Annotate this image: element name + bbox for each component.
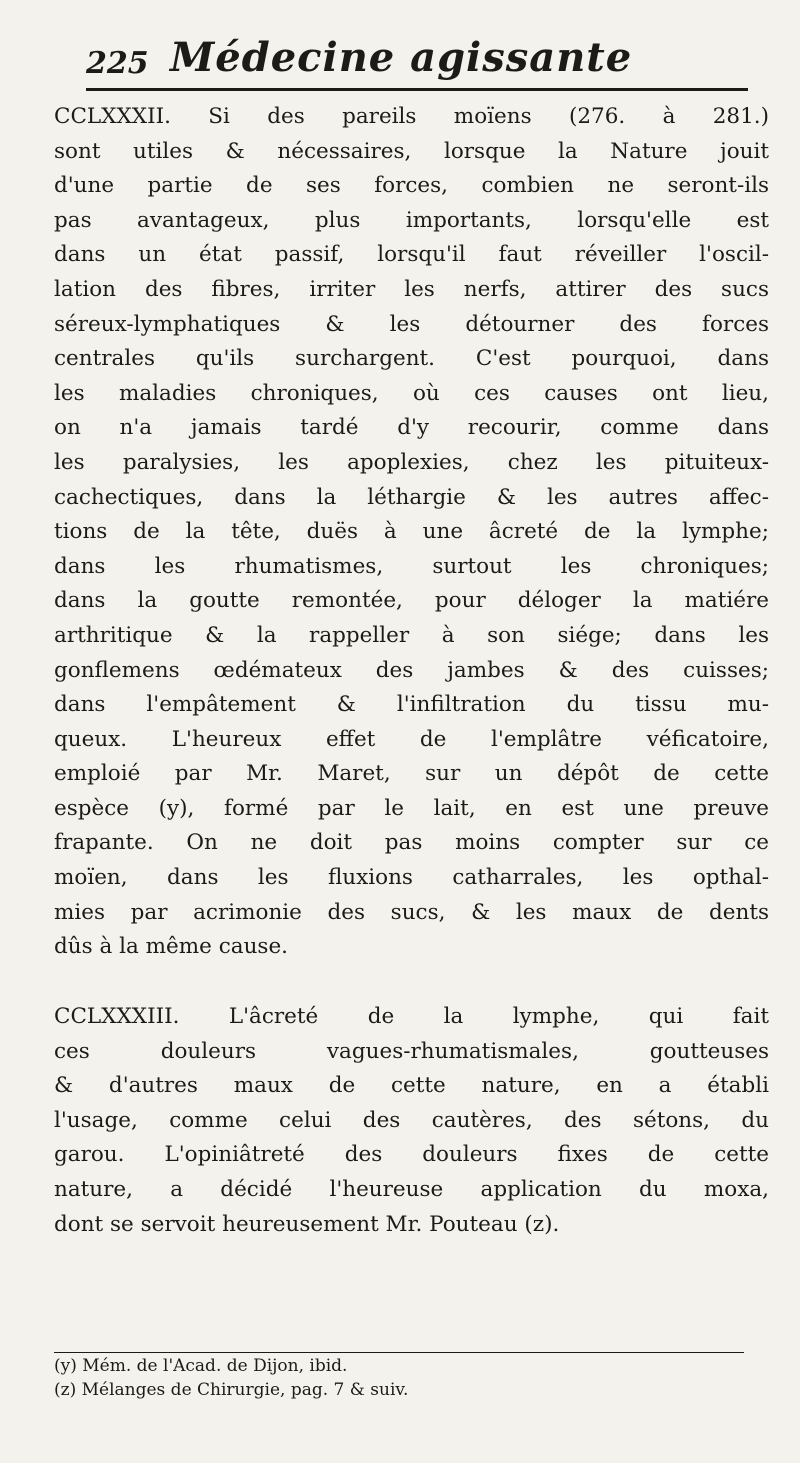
text-line: emploié par Mr. Maret, sur un dépôt de cette	[54, 761, 769, 787]
text-line: d'une partie de ses forces, combien ne seront-ils	[54, 173, 769, 199]
text-line: moïen, dans les fluxions catharrales, les opthal-	[54, 865, 769, 891]
text-line: queux. L'heureux effet de l'emplâtre véficatoire,	[54, 726, 769, 752]
text-line: garou. L'opiniâtreté des douleurs fixes de cette	[54, 1142, 769, 1168]
text-line: CCLXXXII. Si des pareils moïens (276. à 281.)	[54, 104, 769, 129]
text-line: arthritique & la rappeller à son siége; dans les	[54, 622, 769, 648]
text-line: l'usage, comme celui des cautères, des sétons, du	[54, 1107, 769, 1133]
page-number: 225	[86, 46, 149, 81]
footnote-y: (y) Mém. de l'Acad. de Dijon, ibid.	[54, 1356, 348, 1376]
text-line: les paralysies, les apoplexies, chez les pituiteux-	[54, 449, 769, 475]
text-line: dont se servoit heureusement Mr. Pouteau (z).	[54, 1211, 560, 1237]
text-line: lation des fibres, irriter les nerfs, attirer des sucs	[54, 276, 769, 302]
text-line: frapante. On ne doit pas moins compter sur ce	[54, 830, 769, 856]
text-line: sont utiles & nécessaires, lorsque la Nature jouit	[54, 138, 769, 164]
text-line: cachectiques, dans la léthargie & les autres affec-	[54, 484, 769, 510]
paragraph-cclxxxiii	[54, 1000, 769, 1242]
text-line: centrales qu'ils surchargent. C'est pourquoi, dans	[54, 346, 769, 372]
footnotes	[54, 1354, 769, 1402]
footnote-rule	[54, 1352, 744, 1353]
text-line: dans la goutte remontée, pour déloger la matiére	[54, 588, 769, 614]
text-line: CCLXXXIII. L'âcreté de la lymphe, qui fait	[54, 1004, 769, 1029]
text-line: & d'autres maux de cette nature, en a établi	[54, 1073, 769, 1099]
page-header	[86, 34, 746, 84]
text-line: mies par acrimonie des sucs, & les maux de dents	[54, 899, 769, 925]
text-line: pas avantageux, plus importants, lorsqu'elle est	[54, 207, 769, 233]
footnote-z: (z) Mélanges de Chirurgie, pag. 7 & suiv.	[54, 1380, 409, 1400]
text-line: dans un état passif, lorsqu'il faut réveiller l'oscil-	[54, 242, 769, 268]
text-line: dans l'empâtement & l'infiltration du tissu mu-	[54, 692, 769, 718]
paragraph-cclxxxii	[54, 100, 769, 965]
text-line: dûs à la même cause.	[54, 934, 289, 960]
text-line: on n'a jamais tardé d'y recourir, comme dans	[54, 415, 769, 441]
text-line: les maladies chroniques, où ces causes ont lieu,	[54, 380, 769, 406]
text-line: gonflemens œdémateux des jambes & des cuisses;	[54, 657, 769, 683]
text-line: séreux-lymphatiques & les détourner des forces	[54, 311, 769, 337]
text-line: nature, a décidé l'heureuse application du moxa,	[54, 1176, 769, 1202]
text-line: dans les rhumatismes, surtout les chroniques;	[54, 553, 769, 579]
header-rule	[86, 88, 748, 91]
running-title: Médecine agissante	[170, 34, 633, 81]
text-line: tions de la tête, duës à une âcreté de la lymphe;	[54, 519, 769, 545]
text-line: espèce (y), formé par le lait, en est une preuve	[54, 795, 769, 821]
text-line: ces douleurs vagues-rhumatismales, goutteuses	[54, 1038, 769, 1064]
